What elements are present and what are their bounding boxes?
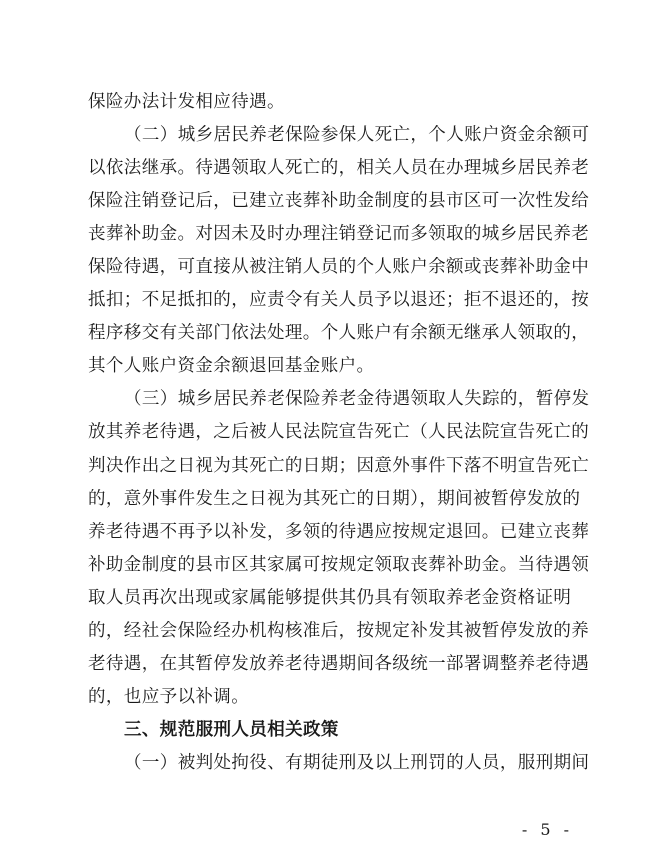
body-line: 放其养老待遇，之后被人民法院宣告死亡（人民法院宣告死亡的 [88,422,590,443]
body-line: 老待遇，在其暂停发放养老待遇期间各级统一部署调整养老待遇 [88,653,590,674]
body-line: 程序移交有关部门依法处理。个人账户有余额无继承人领取的， [88,323,590,344]
paragraph-3-start: （三）城乡居民养老保险养老金待遇领取人失踪的，暂停发 [124,389,590,410]
section-heading: 三、规范服刑人员相关政策 [124,719,339,740]
document-body [88,86,590,780]
body-line: 养老待遇不再予以补发，多领的待遇应按规定退回。已建立丧葬 [88,521,590,542]
body-line: 保险待遇，可直接从被注销人员的个人账户余额或丧葬补助金中 [88,257,590,278]
body-line: 的，也应予以补调。 [88,686,250,707]
paragraph-4-start: （一）被判处拘役、有期徒刑及以上刑罚的人员，服刑期间 [124,752,590,773]
body-line: 判决作出之日视为其死亡的日期；因意外事件下落不明宣告死亡 [88,455,590,476]
body-line: 的，经社会保险经办机构核准后，按规定补发其被暂停发放的养 [88,620,590,641]
page-number: - 5 - [521,820,573,839]
body-line: 以依法继承。待遇领取人死亡的，相关人员在办理城乡居民养老 [88,158,590,179]
body-line: 补助金制度的县市区其家属可按规定领取丧葬补助金。当待遇领 [88,554,590,575]
body-line: 的，意外事件发生之日视为其死亡的日期），期间被暂停发放的 [88,488,581,509]
body-line: 取人员再次出现或家属能够提供其仍具有领取养老金资格证明 [88,587,572,608]
body-line: 保险注销登记后，已建立丧葬补助金制度的县市区可一次性发给 [88,191,590,212]
body-line: 其个人账户资金余额退回基金账户。 [88,356,375,377]
body-line: 抵扣；不足抵扣的，应责令有关人员予以退还；拒不退还的，按 [88,290,590,311]
body-line: 保险办法计发相应待遇。 [88,92,285,112]
body-line: 丧葬补助金。对因未及时办理注销登记而多领取的城乡居民养老 [88,224,590,245]
paragraph-2-start: （二）城乡居民养老保险参保人死亡，个人账户资金余额可 [124,125,590,146]
